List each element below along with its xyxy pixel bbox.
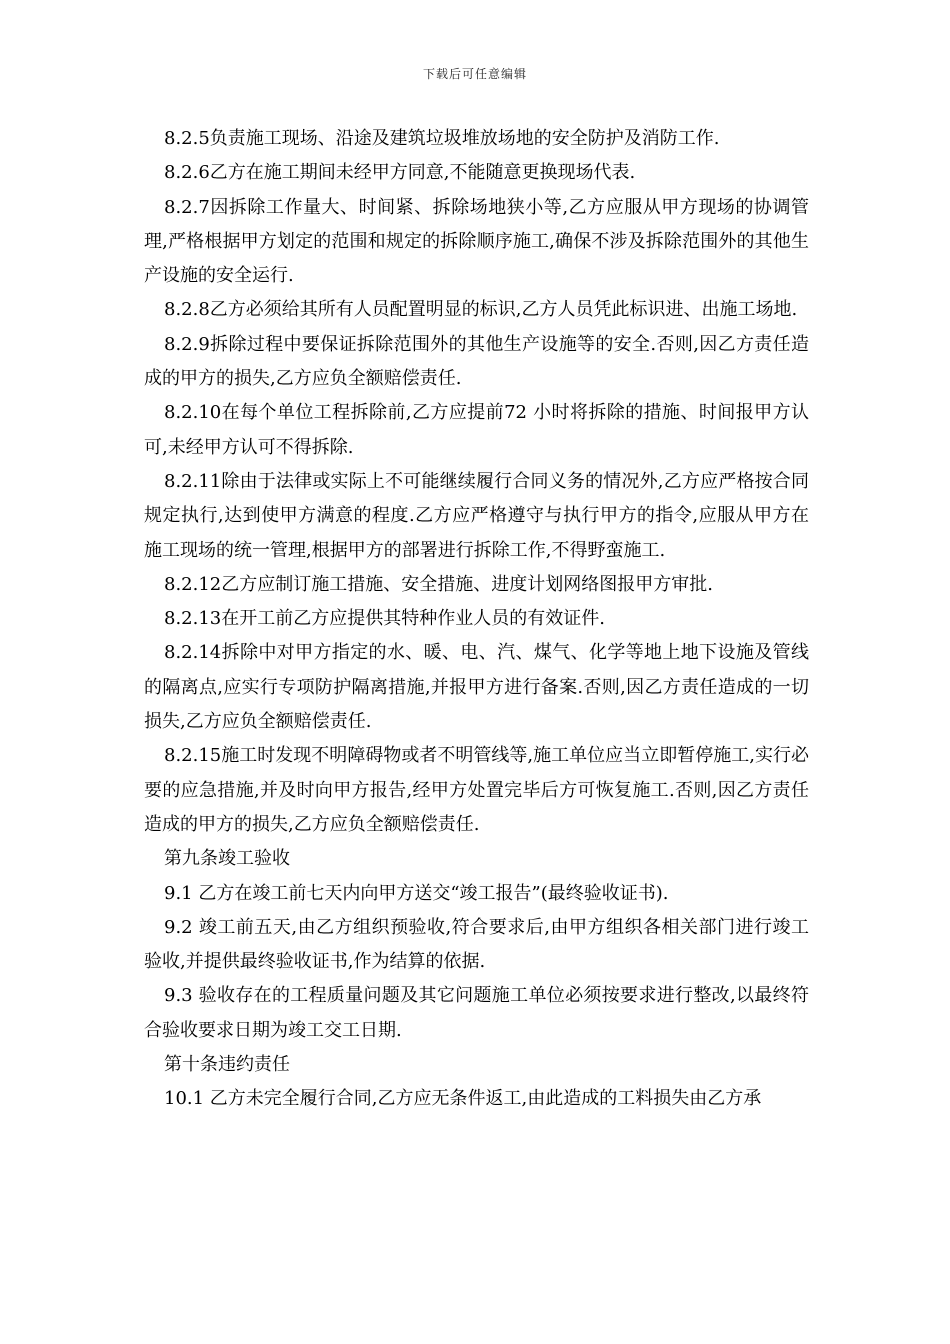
clause-8-2-11: 8.2.11除由于法律或实际上不可能继续履行合同义务的情况外,乙方应严格按合同规定执行,达到使甲方满意的程度.乙方应严格遵守与执行甲方的指令,应服从甲方在施工现场的统一管理,根据甲方的部署进行拆除工作,不得野蛮施工. bbox=[144, 470, 809, 561]
clause-8-2-10: 8.2.10在每个单位工程拆除前,乙方应提前72 小时将拆除的措施、时间报甲方认可,未经甲方认可不得拆除. bbox=[144, 402, 809, 458]
section-heading-9: 第九条竣工验收 bbox=[164, 848, 290, 870]
clause-9-2: 9.2 竣工前五天,由乙方组织预验收,符合要求后,由甲方组织各相关部门进行竣工验收,并提供最终验收证书,作为结算的依据. bbox=[144, 916, 809, 973]
clause-8-2-13: 8.2.13在开工前乙方应提供其特种作业人员的有效证件. bbox=[164, 608, 605, 630]
document-body bbox=[144, 122, 809, 1117]
clause-8-2-7: 8.2.7因拆除工作量大、时间紧、拆除场地狭小等,乙方应服从甲方现场的协调管理,严格根据甲方划定的范围和规定的拆除顺序施工,确保不涉及拆除范围外的其他生产设施的安全运行. bbox=[144, 196, 809, 287]
clause-8-2-5: 8.2.5负责施工现场、沿途及建筑垃圾堆放场地的安全防护及消防工作. bbox=[164, 128, 720, 149]
clause-10-1: 10.1 乙方未完全履行合同,乙方应无条件返工,由此造成的工料损失由乙方承 bbox=[164, 1088, 762, 1110]
clause-8-2-14: 8.2.14拆除中对甲方指定的水、暖、电、汽、煤气、化学等地上地下设施及管线的隔离点,应实行专项防护隔离措施,并报甲方进行备案.否则,因乙方责任造成的一切损失,乙方应负全额赔偿责任. bbox=[144, 642, 809, 733]
clause-8-2-9: 8.2.9拆除过程中要保证拆除范围外的其他生产设施等的安全.否则,因乙方责任造成的甲方的损失,乙方应负全额赔偿责任. bbox=[144, 333, 809, 390]
section-heading-10: 第十条违约责任 bbox=[164, 1054, 290, 1076]
clause-8-2-8: 8.2.8乙方必须给其所有人员配置明显的标识,乙方人员凭此标识进、出施工场地. bbox=[164, 299, 798, 321]
clause-9-3: 9.3 验收存在的工程质量问题及其它问题施工单位必须按要求进行整改,以最终符合验收要求日期为竣工交工日期. bbox=[144, 985, 809, 1041]
header-note: 下载后可任意编辑 bbox=[422, 67, 527, 81]
clause-8-2-12: 8.2.12乙方应制订施工措施、安全措施、进度计划网络图报甲方审批. bbox=[164, 573, 713, 595]
clause-8-2-6: 8.2.6乙方在施工期间未经甲方同意,不能随意更换现场代表. bbox=[164, 162, 636, 184]
clause-8-2-15: 8.2.15施工时发现不明障碍物或者不明管线等,施工单位应当立即暂停施工,实行必要的应急措施,并及时向甲方报告,经甲方处置完毕后方可恢复施工.否则,因乙方责任造成的甲方的损失,乙方应负全额赔偿责任. bbox=[144, 745, 809, 835]
clause-9-1: 9.1 乙方在竣工前七天内向甲方送交“竣工报告”(最终验收证书). bbox=[164, 882, 669, 904]
